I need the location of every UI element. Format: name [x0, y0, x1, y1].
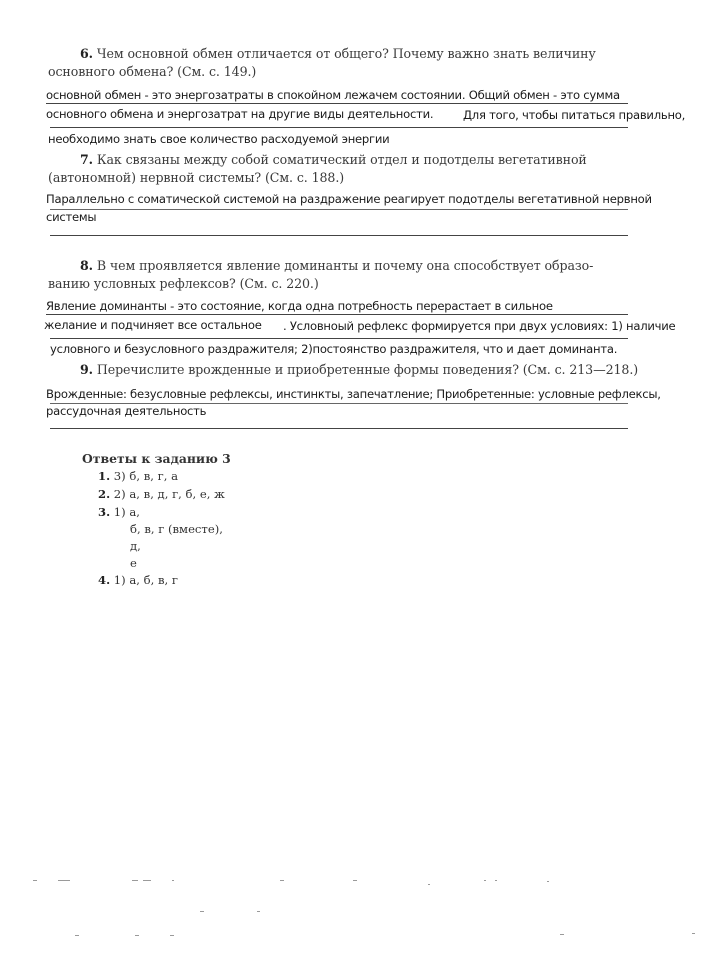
answer-7-line2: системы	[46, 210, 97, 224]
question-8-line2: ванию условных рефлексов? (См. с. 220.)	[48, 276, 319, 291]
answer-item: б, в, г (вместе),	[130, 522, 223, 536]
answer-6-line2b: Для того, чтобы питаться правильно,	[463, 108, 686, 122]
question-text: Чем основной обмен отличается от общего? Почему важно знать величину	[96, 46, 596, 61]
answer-line	[50, 235, 628, 236]
answers-title: Ответы к заданию 3	[82, 451, 231, 466]
answer-item: е	[130, 556, 137, 570]
answer-line	[50, 209, 628, 210]
answer-8-line2b: . Условноый рефлекс формируется при двух условиях: 1) наличие	[283, 319, 676, 333]
answer-8-line3: условного и безусловного раздражителя; 2)постоянство раздражителя, что и дает доминанта.	[50, 342, 618, 356]
question-number: 7.	[80, 152, 93, 167]
question-6	[80, 46, 596, 61]
answer-line	[50, 428, 628, 429]
question-7	[80, 152, 587, 167]
answer-item: 2. 2) а, в, д, г, б, е, ж	[98, 487, 225, 501]
answer-7-line1: Параллельно с соматической системой на раздражение реагирует подотделы вегетативной нервной	[46, 192, 652, 206]
answer-line	[46, 314, 628, 315]
answer-8-line1: Явление доминанты - это состояние, когда одна потребность перерастает в сильное	[46, 299, 553, 313]
question-text: Как связаны между собой соматический отдел и подотделы вегетативной	[96, 152, 587, 167]
question-number: 9.	[80, 362, 93, 377]
question-7-line2: (автономной) нервной системы? (См. с. 188.)	[48, 170, 345, 185]
question-6-line2: основного обмена? (См. с. 149.)	[48, 64, 257, 79]
answer-line	[50, 127, 628, 128]
question-8	[80, 258, 593, 273]
answer-9-line1: Врожденные: безусловные рефлексы, инстинкты, запечатление; Приобретенные: условные рефлексы,	[46, 387, 661, 401]
question-text: Перечислите врожденные и приобретенные формы поведения? (См. с. 213—218.)	[96, 362, 639, 377]
answer-6-line2: основного обмена и энергозатрат на другие виды деятельности.	[46, 107, 434, 121]
question-number: 8.	[80, 258, 93, 273]
question-9	[80, 362, 638, 377]
answer-6-line1: основной обмен - это энергозатраты в спокойном лежачем состоянии. Общий обмен - это сумма	[46, 88, 620, 102]
answer-6-line3: необходимо знать свое количество расходуемой энергии	[48, 132, 390, 146]
answer-item: 4. 1) а, б, в, г	[98, 573, 178, 587]
answer-item: 3. 1) а,	[98, 505, 140, 519]
answer-item: д,	[130, 539, 141, 553]
question-text: В чем проявляется явление доминанты и почему она способствует образо-	[96, 258, 594, 273]
answer-line	[46, 103, 628, 104]
answer-line	[50, 338, 628, 339]
answer-item: 1. 3) б, в, г, а	[98, 469, 178, 483]
question-number: 6.	[80, 46, 93, 61]
answer-8-line2: желание и подчиняет все остальное	[44, 318, 262, 332]
answer-9-line2: рассудочная деятельность	[46, 404, 207, 418]
